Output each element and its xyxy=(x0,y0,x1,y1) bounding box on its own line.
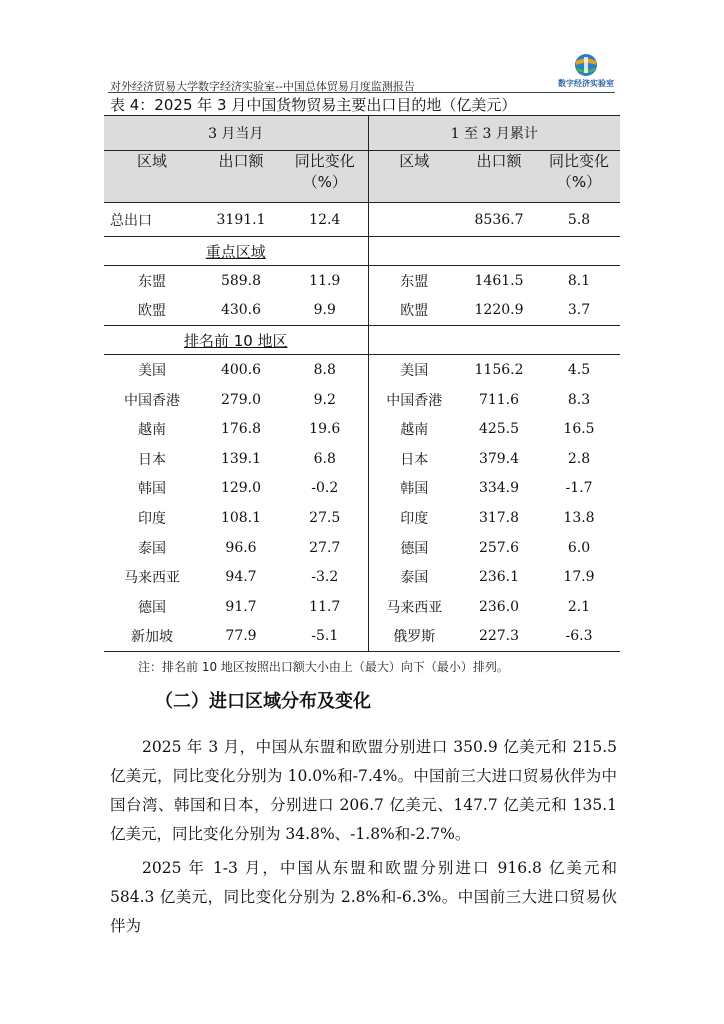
month-amount-cell: 96.6 xyxy=(225,539,257,556)
cumulative-amount-cell: 334.9 xyxy=(478,480,520,497)
cumulative-change-cell: 16.5 xyxy=(563,421,595,438)
cumulative-amount-cell: 1220.9 xyxy=(460,296,538,326)
table-row xyxy=(104,414,620,444)
col-header-amount: 出口额 xyxy=(460,151,538,203)
month-change-cell: -0.2 xyxy=(282,474,368,504)
month-region-cell: 印度 xyxy=(138,510,166,527)
month-change-cell: 27.7 xyxy=(282,533,368,563)
cumulative-amount-cell: 317.8 xyxy=(478,509,520,526)
cumulative-region-cell: 东盟 xyxy=(400,273,429,290)
month-region-cell: 越南 xyxy=(138,422,166,439)
section-label-key-regions: 重点区域 xyxy=(104,237,368,266)
section-spacer xyxy=(368,237,620,266)
cumulative-region-cell: 日本 xyxy=(400,451,429,468)
month-change-cell: -3.2 xyxy=(282,562,368,592)
table-row xyxy=(104,592,620,622)
month-change-cell: 27.5 xyxy=(282,503,368,533)
cumulative-change-cell: 8.1 xyxy=(567,272,591,289)
table-row xyxy=(104,355,620,385)
month-amount-cell: 94.7 xyxy=(225,569,257,586)
table-row xyxy=(104,444,620,474)
cumulative-change-cell: 13.8 xyxy=(563,509,595,526)
total-label: 总出口 xyxy=(104,203,200,237)
cumulative-change-cell: 2.8 xyxy=(567,450,591,467)
cumulative-amount-cell: 257.6 xyxy=(478,539,520,556)
cumulative-change-cell: 2.1 xyxy=(567,598,591,615)
total-cumulative-region xyxy=(368,203,460,237)
paragraph: 2025 年 3 月，中国从东盟和欧盟分别进口 350.9 亿美元和 215.5 亿美元，同比变化分别为 10.0%和-7.4%。中国前三大进口贸易伙伴为中国台湾、韩国和日本，分别进口 206.7 亿美元、147.7 亿美元和 135.1 亿美元，同比变化分别为 34.8%、-1.8%和-2.7%。 xyxy=(110,738,617,843)
group-header-row xyxy=(104,116,620,151)
table-note: 注：排名前 10 地区按照出口额大小由上（最大）向下（最小）排列。 xyxy=(138,660,509,674)
cumulative-region-cell: 德国 xyxy=(400,540,429,557)
month-change-cell: -5.1 xyxy=(282,622,368,652)
col-header-amount: 出口额 xyxy=(200,151,282,203)
page-header: 对外经济贸易大学数字经济实验室--中国总体贸易月度监测报告 xyxy=(110,80,415,93)
cumulative-change-cell: 8.3 xyxy=(567,391,591,408)
month-change-cell: 9.2 xyxy=(282,385,368,415)
section-label-top10: 排名前 10 地区 xyxy=(104,326,368,355)
month-change-cell: 9.9 xyxy=(282,296,368,326)
section-title: （二）进口区域分布及变化 xyxy=(155,691,371,712)
col-header-region: 区域 xyxy=(104,151,200,203)
paragraph: 2025 年 1-3 月，中国从东盟和欧盟分别进口 916.8 亿美元和 584.3 亿美元，同比变化分别为 2.8%和-6.3%。中国前三大进口贸易伙伴为 xyxy=(110,859,617,935)
table-row xyxy=(104,474,620,504)
cumulative-change-cell: 4.5 xyxy=(567,361,591,378)
group-header-cumulative: 1 至 3 月累计 xyxy=(368,116,620,151)
cumulative-region-cell: 马来西亚 xyxy=(386,599,443,616)
month-amount-cell: 139.1 xyxy=(220,450,262,467)
month-amount-cell: 279.0 xyxy=(220,391,262,408)
cumulative-region-cell: 俄罗斯 xyxy=(368,622,460,652)
cumulative-region-cell: 越南 xyxy=(400,422,429,439)
month-amount-cell: 91.7 xyxy=(225,598,257,615)
month-region-cell: 新加坡 xyxy=(104,622,200,652)
group-header-month: 3 月当月 xyxy=(104,116,368,151)
month-region-cell: 泰国 xyxy=(138,540,166,557)
table-caption: 表 4：2025 年 3 月中国货物贸易主要出口目的地（亿美元） xyxy=(110,96,517,114)
export-destination-table xyxy=(104,115,620,652)
cumulative-amount-cell: 1156.2 xyxy=(474,361,524,378)
month-amount-cell: 77.9 xyxy=(200,622,282,652)
table-row xyxy=(104,533,620,563)
section-row-top10 xyxy=(104,326,620,355)
total-month-change: 12.4 xyxy=(282,203,368,237)
cumulative-region-cell: 美国 xyxy=(400,362,429,379)
section-spacer xyxy=(368,326,620,355)
month-amount-cell: 129.0 xyxy=(220,480,262,497)
cumulative-region-cell: 欧盟 xyxy=(368,296,460,326)
month-change-cell: 6.8 xyxy=(282,444,368,474)
col-header-region: 区域 xyxy=(368,151,460,203)
cumulative-change-cell: 17.9 xyxy=(563,569,595,586)
table-row xyxy=(104,296,620,326)
cumulative-change-cell: -6.3 xyxy=(538,622,620,652)
col-header-change xyxy=(538,151,620,203)
cumulative-amount-cell: 379.4 xyxy=(478,450,520,467)
column-header-row xyxy=(104,151,620,203)
cumulative-region-cell: 中国香港 xyxy=(386,392,443,409)
month-amount-cell: 430.6 xyxy=(200,296,282,326)
month-region-cell: 德国 xyxy=(138,599,166,616)
lab-logo xyxy=(556,52,616,90)
total-cumulative-change: 5.8 xyxy=(538,203,620,237)
cumulative-amount-cell: 1461.5 xyxy=(474,272,524,289)
cumulative-amount-cell: 711.6 xyxy=(478,391,520,408)
logo-text: 数字经济实验室 xyxy=(558,79,614,88)
top10-body xyxy=(104,355,620,652)
col-header-change-unit: （%） xyxy=(556,173,602,191)
month-amount-cell: 400.6 xyxy=(220,361,262,378)
col-header-change xyxy=(282,151,368,203)
table-row xyxy=(104,622,620,652)
cumulative-change-cell: -1.7 xyxy=(565,480,593,497)
cumulative-amount-cell: 236.1 xyxy=(478,569,520,586)
month-change-cell: 11.9 xyxy=(282,266,368,296)
month-region-cell: 欧盟 xyxy=(104,296,200,326)
cumulative-amount-cell: 227.3 xyxy=(460,622,538,652)
cumulative-region-cell: 韩国 xyxy=(400,481,429,498)
month-amount-cell: 108.1 xyxy=(220,509,262,526)
cumulative-change-cell: 3.7 xyxy=(538,296,620,326)
cumulative-change-cell: 6.0 xyxy=(567,539,591,556)
col-header-change-label: 同比变化 xyxy=(548,152,609,170)
month-region-cell: 中国香港 xyxy=(124,392,180,409)
month-change-cell: 11.7 xyxy=(282,592,368,622)
total-cumulative-amount: 8536.7 xyxy=(460,203,538,237)
month-region-cell: 东盟 xyxy=(138,273,166,290)
month-region-cell: 马来西亚 xyxy=(124,570,180,587)
section-row-key-regions xyxy=(104,237,620,266)
key-regions-body xyxy=(104,266,620,326)
month-amount-cell: 589.8 xyxy=(220,272,262,289)
table-row xyxy=(104,266,620,296)
table-row xyxy=(104,562,620,592)
cumulative-amount-cell: 236.0 xyxy=(478,598,520,615)
table-row xyxy=(104,503,620,533)
month-region-cell: 韩国 xyxy=(138,481,166,498)
month-region-cell: 美国 xyxy=(138,362,166,379)
col-header-change-unit: （%） xyxy=(302,173,347,191)
month-change-cell: 19.6 xyxy=(282,414,368,444)
globe-icon xyxy=(556,52,616,80)
table-row xyxy=(104,385,620,415)
total-row xyxy=(104,203,620,237)
col-header-change-label: 同比变化 xyxy=(294,152,355,170)
header-rule xyxy=(108,92,615,93)
total-month-amount: 3191.1 xyxy=(200,203,282,237)
month-amount-cell: 176.8 xyxy=(220,421,262,438)
cumulative-amount-cell: 425.5 xyxy=(478,421,520,438)
cumulative-region-cell: 泰国 xyxy=(400,570,429,587)
month-region-cell: 日本 xyxy=(138,451,166,468)
month-change-cell: 8.8 xyxy=(282,355,368,385)
cumulative-region-cell: 印度 xyxy=(400,510,429,527)
